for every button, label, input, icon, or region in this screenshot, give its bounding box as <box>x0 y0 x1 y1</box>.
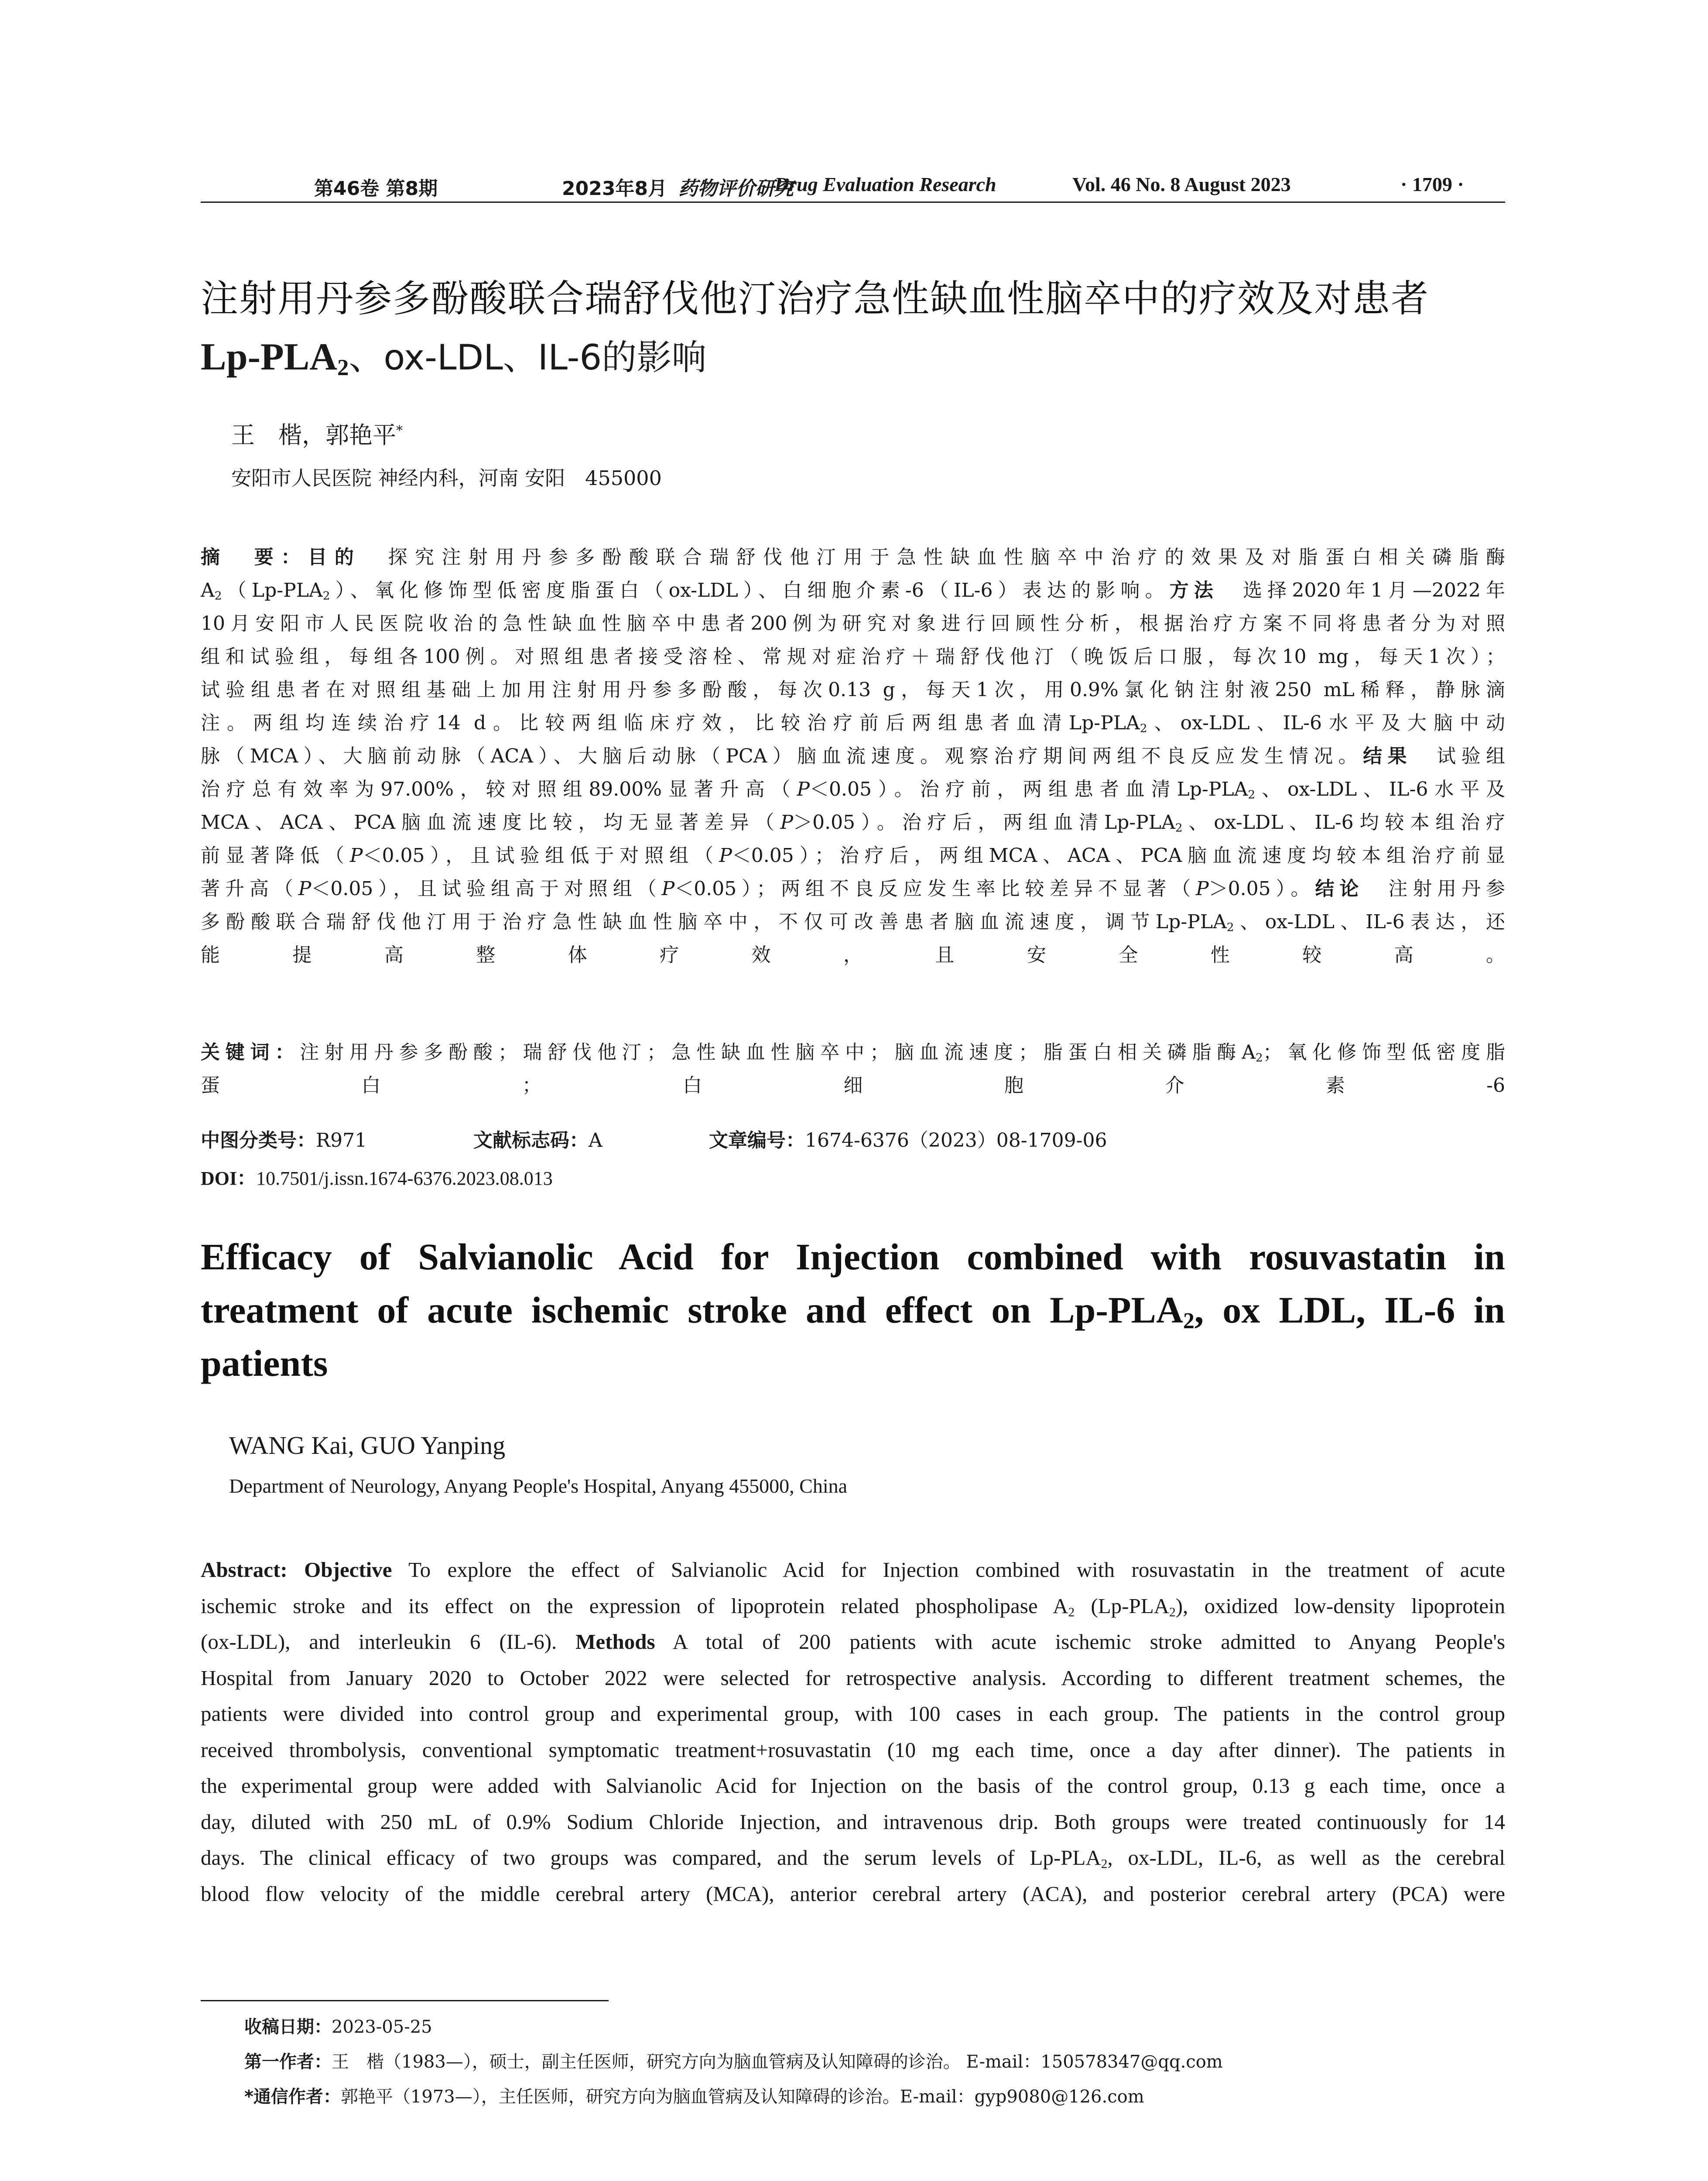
text: treatment of acute ischemic stroke and effect on Lp-PLA <box>201 1289 1183 1331</box>
first-author-value: 王 楷（1983—），硕士，副主任医师，研究方向为脑血管病及认知障碍的诊治。 E-mail：150578347@qq.com <box>332 2052 1223 2072</box>
doc-code-label: 文献标志码： <box>473 1129 589 1152</box>
abstract-cn-line: 试验组患者在对照组基础上加用注射用丹参多酚酸，每次0.13 g，每天1次，用0.9%氯化钠注射液250 mL稀释，静脉滴 <box>201 679 1505 701</box>
text: ＜0.05），且试验组高于对照组（ <box>311 878 662 900</box>
text: 探究注射用丹参多酚酸联合瑞舒伐他汀用于急性缺血性脑卒中治疗的效果及对脂蛋白相关磷脂酶 <box>388 546 1505 568</box>
abstract-cn-label: 摘 要： <box>201 546 308 568</box>
article-number-value: 1674-6376（2023）08-1709-06 <box>805 1129 1107 1152</box>
text: ＜0.05）。治疗前，两组患者血清Lp-PLA <box>810 778 1248 800</box>
p-value: P <box>797 778 810 800</box>
abstract-cn-line <box>201 806 1505 839</box>
affiliation-en: Department of Neurology, Anyang People's Hospital, Anyang 455000, China <box>229 1475 848 1497</box>
text: 注射用丹参 <box>1388 878 1506 900</box>
p-value: P <box>349 844 363 867</box>
footnote-first-author <box>244 2048 1223 2073</box>
corresponding-author-value: 郭艳平（1973—），主任医师，研究方向为脑血管病及认知障碍的诊治。E-mail：gyp9080@126.com <box>340 2087 1144 2107</box>
results-label-cn: 结果 <box>1363 745 1412 767</box>
abstract-en-line: blood flow velocity of the middle cerebral artery (MCA), anterior cerebral artery (ACA), and posterior cerebral artery (PCA) were <box>201 1881 1505 1906</box>
sub: 2 <box>322 589 330 603</box>
abstract-en-line <box>201 1624 1505 1660</box>
abstract-cn-line <box>201 574 1505 607</box>
abstract-en-line: the experimental group were added with Salvianolic Acid for Injection on the basis of the control group, 0.13 g each time, once a <box>201 1774 1505 1798</box>
doc-code <box>473 1125 602 1152</box>
text: ；氧化修饰型低密度脂 <box>1263 1041 1505 1063</box>
corresponding-mark: * <box>396 423 403 438</box>
abstract-en-line: day, diluted with 250 mL of 0.9% Sodium Chloride Injection, and intravenous drip. Both groups were treated continuously for 14 <box>201 1809 1505 1834</box>
abstract-cn-line <box>201 872 1505 906</box>
title-en <box>201 1230 1505 1390</box>
footnote-corresponding-author <box>244 2083 1144 2108</box>
text: 、ox-LDL、IL-6水平及 <box>1255 778 1505 800</box>
title-cn-line2 <box>201 329 706 379</box>
authors-cn <box>231 417 403 450</box>
abstract-en-line: patients were divided into control group and experimental group, with 100 cases in each group. The patients in the control group <box>201 1702 1505 1726</box>
text: 著升高（ <box>201 878 298 900</box>
first-author-label: 第一作者： <box>244 2052 332 2072</box>
header-journal-en: Drug Evaluation Research <box>774 173 996 195</box>
sub: 2 <box>1101 1857 1108 1871</box>
sub: 2 <box>1248 788 1256 802</box>
text: A total of 200 patients with acute ischemic stroke admitted to Anyang People's <box>672 1630 1506 1654</box>
text: 注。两组均连续治疗14 d。比较两组临床疗效，比较治疗前后两组患者血清Lp-PLA <box>201 712 1140 734</box>
text: 治疗总有效率为97.00%，较对照组89.00%显著升高（ <box>201 778 797 800</box>
footnote-received <box>244 2013 432 2038</box>
abstract-cn-line <box>201 740 1505 773</box>
corresponding-author-label: *通信作者： <box>244 2087 341 2107</box>
text: 脉（MCA）、大脑前动脉（ACA）、大脑后动脉（PCA）脑血流速度。观察治疗期间两组不良反应发生情况。 <box>201 745 1363 767</box>
authors-cn-names: 王 楷，郭艳平 <box>231 421 396 449</box>
abstract-cn <box>201 541 1505 972</box>
p-value: P <box>298 878 311 900</box>
title-cn-line1: 注射用丹参多酚酸联合瑞舒伐他汀治疗急性缺血性脑卒中的疗效及对患者 <box>201 277 1429 321</box>
header-volume-en: Vol. 46 No. 8 August 2023 <box>1072 173 1291 195</box>
text: （Lp-PLA <box>222 579 323 602</box>
text: (ox-LDL), and interleukin 6 (IL-6). <box>201 1630 557 1654</box>
title-cn-sub: 2 <box>337 355 349 381</box>
received-value: 2023-05-25 <box>332 2017 432 2037</box>
sub: 2 <box>214 589 222 603</box>
text: ＜0.05）；两组不良反应发生率比较差异不显著（ <box>674 878 1196 900</box>
text: A <box>201 579 215 602</box>
classification-row <box>201 1125 367 1152</box>
objective-label-en: Objective <box>304 1558 392 1582</box>
journal-logo-cn: 药物评价研究 <box>678 178 794 200</box>
text: 、ox-LDL、IL-6水平及大脑中动 <box>1147 712 1505 734</box>
abstract-en-line <box>201 1840 1505 1876</box>
doi-value: 10.7501/j.issn.1674-6376.2023.08.013 <box>256 1168 553 1189</box>
text: , ox LDL, IL-6 in <box>1194 1289 1505 1331</box>
text: ）、氧化修饰型低密度脂蛋白（ox-LDL）、白细胞介素-6（IL-6）表达的影响。 <box>330 579 1170 602</box>
text: To explore the effect of Salvianolic Acid for Injection combined with rosuvastatin in the treatment of acute <box>408 1558 1506 1582</box>
abstract-en-label: Abstract: <box>201 1558 288 1582</box>
text: ＞0.05）。治疗后，两组血清Lp-PLA <box>793 811 1175 834</box>
sub: 2 <box>1183 1308 1195 1333</box>
sub: 2 <box>1068 1605 1075 1619</box>
header-page-number: · 1709 · <box>1400 173 1464 195</box>
header-date-cn: 2023年8月 <box>562 178 667 200</box>
abstract-cn-line: 组和试验组，每组各100例。对照组患者接受溶栓、常规对症治疗＋瑞舒伐他汀（晚饭后口服，每次10 mg，每天1次）； <box>201 646 1505 668</box>
header-volume-cn: 第46卷 第8期 <box>314 178 438 200</box>
authors-en: WANG Kai, GUO Yanping <box>229 1431 506 1460</box>
keywords-cn-line <box>201 1036 1505 1069</box>
sub: 2 <box>1226 920 1234 934</box>
abstract-en-line: Hospital from January 2020 to October 2022 were selected for retrospective analysis. According to different treatment schemes, the <box>201 1665 1505 1690</box>
affiliation-cn: 安阳市人民医院 神经内科，河南 安阳 455000 <box>231 466 662 490</box>
title-en-line <box>201 1283 1505 1337</box>
clc-value: R971 <box>316 1129 367 1152</box>
received-label: 收稿日期： <box>244 2017 332 2037</box>
sub: 2 <box>1169 1605 1176 1619</box>
abstract-cn-line <box>201 541 1505 574</box>
abstract-en <box>201 1552 1505 1912</box>
text: ＞0.05）。 <box>1208 878 1315 900</box>
keywords-cn-line: 蛋白；白细胞介素-6 <box>201 1074 1505 1097</box>
abstract-cn-line <box>201 839 1505 872</box>
header-rule <box>201 202 1505 203</box>
running-header <box>201 170 1505 201</box>
objective-label-cn: 目的 <box>308 546 362 568</box>
text: ＜0.05），且试验组低于对照组（ <box>363 844 719 867</box>
keywords-cn <box>201 1036 1505 1102</box>
text: 前显著降低（ <box>201 844 350 867</box>
text: 注射用丹参多酚酸；瑞舒伐他汀；急性缺血性脑卒中；脑血流速度；脂蛋白相关磷脂酶A <box>300 1041 1256 1063</box>
p-value: P <box>1196 878 1209 900</box>
abstract-cn-line: 10月安阳市人民医院收治的急性缺血性脑卒中患者200例为研究对象进行回顾性分析，根据治疗方案不同将患者分为对照 <box>201 612 1505 635</box>
sub: 2 <box>1175 821 1183 835</box>
article-number-label: 文章编号： <box>709 1129 805 1152</box>
abstract-cn-line <box>201 906 1505 939</box>
text: (Lp-PLA <box>1075 1593 1170 1618</box>
conclusion-label-cn: 结论 <box>1315 878 1364 900</box>
abstract-en-line <box>201 1588 1505 1624</box>
text: 试验组 <box>1437 745 1506 767</box>
text: 、ox-LDL、IL-6均较本组治疗 <box>1182 811 1505 834</box>
text: 、ox-LDL、IL-6表达，还 <box>1234 911 1505 933</box>
methods-label-en: Methods <box>575 1630 655 1654</box>
abstract-cn-line <box>201 773 1505 806</box>
doc-code-value: A <box>589 1129 602 1152</box>
title-en-line: Efficacy of Salvianolic Acid for Injection combined with rosuvastatin in <box>201 1236 1505 1278</box>
p-value: P <box>661 878 675 900</box>
abstract-cn-line: 能提高整体疗效，且安全性较高。 <box>201 944 1505 966</box>
p-value: P <box>780 811 794 834</box>
text: ＜0.05）；治疗后，两组MCA、ACA、PCA脑血流速度均较本组治疗前显 <box>732 844 1506 867</box>
title-cn-lp-pla: Lp-PLA <box>201 336 337 378</box>
abstract-en-line <box>201 1552 1505 1588</box>
p-value: P <box>719 844 732 867</box>
footnote-rule <box>201 2000 609 2001</box>
article-number <box>709 1125 1107 1152</box>
sub: 2 <box>1255 1051 1263 1065</box>
sub: 2 <box>1140 721 1147 735</box>
abstract-cn-line <box>201 707 1505 740</box>
methods-label-cn: 方法 <box>1169 579 1219 602</box>
text: 选择2020年1月—2022年 <box>1243 579 1506 602</box>
clc-label: 中图分类号： <box>201 1129 316 1152</box>
text: days. The clinical efficacy of two groups was compared, and the serum levels of Lp-PLA <box>201 1846 1101 1870</box>
doi-label: DOI： <box>201 1168 257 1189</box>
text: 多酚酸联合瑞舒伐他汀用于治疗急性缺血性脑卒中，不仅可改善患者脑血流速度，调节Lp-PLA <box>201 911 1227 933</box>
abstract-en-line: received thrombolysis, conventional symptomatic treatment+rosuvastatin (10 mg each time, once a day after dinner). The patients in <box>201 1737 1505 1762</box>
title-cn-rest: 、ox-LDL、IL-6的影响 <box>349 337 707 378</box>
doi <box>201 1162 553 1190</box>
text: ), oxidized low-density lipoprotein <box>1175 1593 1505 1618</box>
title-en-line: patients <box>201 1342 328 1384</box>
text: MCA、ACA、PCA脑血流速度比较，均无显著差异（ <box>201 811 780 834</box>
text: ischemic stroke and its effect on the expression of lipoprotein related phospholipase A <box>201 1593 1068 1618</box>
keywords-label-cn: 关键词： <box>201 1041 300 1063</box>
text: , ox-LDL, IL-6, as well as the cerebral <box>1107 1846 1505 1870</box>
